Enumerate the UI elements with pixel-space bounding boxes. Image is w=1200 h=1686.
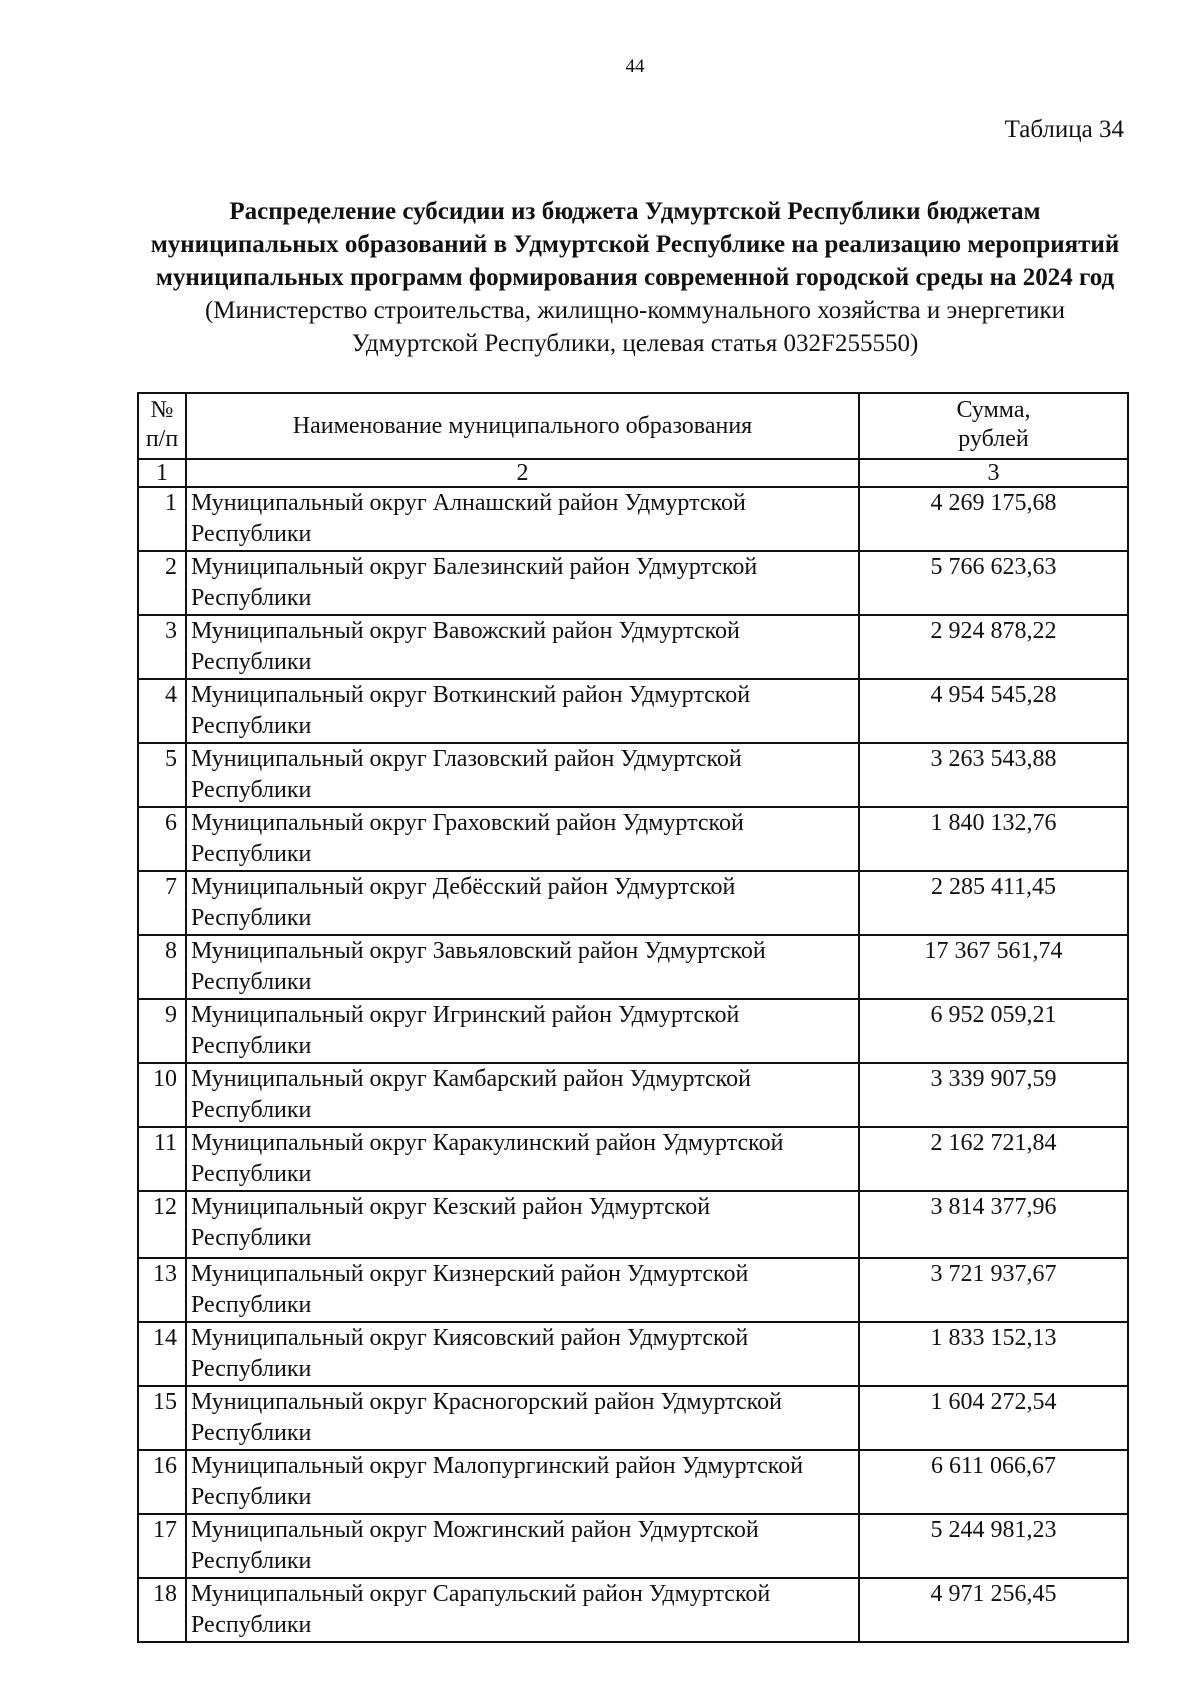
row-number: 9 bbox=[138, 999, 186, 1063]
row-name-line1: Муниципальный округ Красногорский район Удмуртской bbox=[191, 1389, 782, 1415]
row-municipality-name bbox=[186, 1578, 859, 1642]
table-row bbox=[138, 1386, 1128, 1450]
row-municipality-name bbox=[186, 551, 859, 615]
row-name-line1: Муниципальный округ Камбарский район Удмуртской bbox=[191, 1066, 751, 1092]
row-number: 7 bbox=[138, 871, 186, 935]
row-name-line2: Республики bbox=[191, 521, 312, 547]
row-sum: 1 604 272,54 bbox=[859, 1386, 1128, 1450]
table-row bbox=[138, 743, 1128, 807]
row-number: 14 bbox=[138, 1322, 186, 1386]
row-municipality-name bbox=[186, 1450, 859, 1514]
row-municipality-name bbox=[186, 1514, 859, 1578]
row-sum: 1 833 152,13 bbox=[859, 1322, 1128, 1386]
row-number: 16 bbox=[138, 1450, 186, 1514]
row-number: 8 bbox=[138, 935, 186, 999]
row-municipality-name bbox=[186, 743, 859, 807]
row-sum: 4 971 256,45 bbox=[859, 1578, 1128, 1642]
table-row bbox=[138, 1322, 1128, 1386]
table-row bbox=[138, 551, 1128, 615]
row-number: 12 bbox=[138, 1191, 186, 1258]
row-name-line2: Республики bbox=[191, 1548, 312, 1574]
row-sum: 3 814 377,96 bbox=[859, 1191, 1128, 1258]
table-row bbox=[138, 1191, 1128, 1258]
row-municipality-name bbox=[186, 1063, 859, 1127]
row-name-line2: Республики bbox=[191, 1292, 312, 1318]
row-municipality-name bbox=[186, 1258, 859, 1322]
row-name-line2: Республики bbox=[191, 1420, 312, 1446]
header-number-cell bbox=[138, 393, 186, 459]
row-name-line2: Республики bbox=[191, 1097, 312, 1123]
row-name-line2: Республики bbox=[191, 1225, 312, 1251]
row-number: 18 bbox=[138, 1578, 186, 1642]
row-name-line1: Муниципальный округ Малопургинский район Удмуртской bbox=[191, 1453, 804, 1479]
header-sum-cell bbox=[859, 393, 1128, 459]
header-sum-line1: Сумма, bbox=[956, 397, 1031, 423]
row-sum: 6 611 066,67 bbox=[859, 1450, 1128, 1514]
row-name-line2: Республики bbox=[191, 969, 312, 995]
header-sum-line2: рублей bbox=[958, 426, 1029, 452]
row-name-line1: Муниципальный округ Воткинский район Удмуртской bbox=[191, 682, 751, 708]
row-name-line2: Республики bbox=[191, 1033, 312, 1059]
row-name-line1: Муниципальный округ Дебёсский район Удмуртской bbox=[191, 874, 736, 900]
row-municipality-name bbox=[186, 679, 859, 743]
row-name-line1: Муниципальный округ Кизнерский район Удмуртской bbox=[191, 1261, 749, 1287]
table-row bbox=[138, 1127, 1128, 1191]
row-name-line1: Муниципальный округ Граховский район Удмуртской bbox=[191, 810, 744, 836]
row-name-line1: Муниципальный округ Балезинский район Удмуртской bbox=[191, 554, 758, 580]
row-sum: 4 269 175,68 bbox=[859, 487, 1128, 551]
table-row bbox=[138, 999, 1128, 1063]
header-name-cell: Наименование муниципального образования bbox=[186, 393, 859, 459]
row-municipality-name bbox=[186, 935, 859, 999]
row-number: 3 bbox=[138, 615, 186, 679]
row-number: 4 bbox=[138, 679, 186, 743]
row-name-line1: Муниципальный округ Завьяловский район Удмуртской bbox=[191, 938, 766, 964]
column-index-2: 2 bbox=[186, 459, 859, 487]
column-index-3: 3 bbox=[859, 459, 1128, 487]
row-name-line1: Муниципальный округ Киясовский район Удмуртской bbox=[191, 1325, 749, 1351]
row-sum: 17 367 561,74 bbox=[859, 935, 1128, 999]
row-name-line1: Муниципальный округ Игринский район Удмуртской bbox=[191, 1002, 740, 1028]
table-label: Таблица 34 bbox=[1004, 116, 1124, 143]
table-row bbox=[138, 1258, 1128, 1322]
subsidy-table bbox=[137, 392, 1129, 1643]
row-name-line2: Республики bbox=[191, 777, 312, 803]
page-number: 44 bbox=[625, 56, 645, 77]
subtitle-line-2: Удмуртской Республики, целевая статья 032F255550) bbox=[351, 330, 919, 357]
row-number: 15 bbox=[138, 1386, 186, 1450]
row-number: 11 bbox=[138, 1127, 186, 1191]
table-row bbox=[138, 935, 1128, 999]
row-sum: 3 339 907,59 bbox=[859, 1063, 1128, 1127]
row-name-line1: Муниципальный округ Каракулинский район Удмуртской bbox=[191, 1130, 784, 1156]
row-name-line1: Муниципальный округ Можгинский район Удмуртской bbox=[191, 1517, 759, 1543]
row-number: 17 bbox=[138, 1514, 186, 1578]
row-municipality-name bbox=[186, 1322, 859, 1386]
table-row bbox=[138, 1514, 1128, 1578]
subtitle-line-1: (Министерство строительства, жилищно-коммунального хозяйства и энергетики bbox=[204, 297, 1066, 324]
row-name-line2: Республики bbox=[191, 649, 312, 675]
column-index-row bbox=[138, 459, 1128, 487]
row-number: 2 bbox=[138, 551, 186, 615]
row-sum: 2 162 721,84 bbox=[859, 1127, 1128, 1191]
row-sum: 4 954 545,28 bbox=[859, 679, 1128, 743]
row-sum: 6 952 059,21 bbox=[859, 999, 1128, 1063]
title-line-2: муниципальных образований в Удмуртской Республике на реализацию мероприятий bbox=[150, 231, 1120, 258]
row-number: 10 bbox=[138, 1063, 186, 1127]
row-number: 5 bbox=[138, 743, 186, 807]
row-municipality-name bbox=[186, 487, 859, 551]
row-name-line2: Республики bbox=[191, 585, 312, 611]
row-sum: 1 840 132,76 bbox=[859, 807, 1128, 871]
row-sum: 5 766 623,63 bbox=[859, 551, 1128, 615]
header-number-line2: п/п bbox=[145, 426, 179, 452]
row-sum: 2 924 878,22 bbox=[859, 615, 1128, 679]
row-name-line2: Республики bbox=[191, 905, 312, 931]
row-number: 13 bbox=[138, 1258, 186, 1322]
row-municipality-name bbox=[186, 1386, 859, 1450]
table-row bbox=[138, 1450, 1128, 1514]
row-name-line1: Муниципальный округ Кезский район Удмуртской bbox=[191, 1194, 711, 1220]
table-row bbox=[138, 807, 1128, 871]
table-row bbox=[138, 487, 1128, 551]
row-name-line2: Республики bbox=[191, 1612, 312, 1638]
table-row bbox=[138, 871, 1128, 935]
row-name-line1: Муниципальный округ Глазовский район Удмуртской bbox=[191, 746, 742, 772]
header-number-line1: № bbox=[150, 397, 174, 423]
row-name-line1: Муниципальный округ Сарапульский район Удмуртской bbox=[191, 1581, 771, 1607]
row-municipality-name bbox=[186, 999, 859, 1063]
row-sum: 3 263 543,88 bbox=[859, 743, 1128, 807]
row-name-line2: Республики bbox=[191, 1161, 312, 1187]
table-row bbox=[138, 1578, 1128, 1642]
row-municipality-name bbox=[186, 1191, 859, 1258]
row-name-line2: Республики bbox=[191, 713, 312, 739]
row-municipality-name bbox=[186, 1127, 859, 1191]
column-index-1: 1 bbox=[138, 459, 186, 487]
row-sum: 5 244 981,23 bbox=[859, 1514, 1128, 1578]
row-name-line1: Муниципальный округ Вавожский район Удмуртской bbox=[191, 618, 740, 644]
row-sum: 2 285 411,45 bbox=[859, 871, 1128, 935]
row-number: 6 bbox=[138, 807, 186, 871]
table-header-row bbox=[138, 393, 1128, 459]
title-line-3: муниципальных программ формирования современной городской среды на 2024 год bbox=[155, 264, 1115, 291]
row-sum: 3 721 937,67 bbox=[859, 1258, 1128, 1322]
row-municipality-name bbox=[186, 807, 859, 871]
table-row bbox=[138, 679, 1128, 743]
row-municipality-name bbox=[186, 615, 859, 679]
document-heading bbox=[120, 195, 1150, 360]
table-row bbox=[138, 1063, 1128, 1127]
row-name-line2: Республики bbox=[191, 841, 312, 867]
row-municipality-name bbox=[186, 871, 859, 935]
row-name-line2: Республики bbox=[191, 1356, 312, 1382]
table-row bbox=[138, 615, 1128, 679]
row-number: 1 bbox=[138, 487, 186, 551]
row-name-line2: Республики bbox=[191, 1484, 312, 1510]
row-name-line1: Муниципальный округ Алнашский район Удмуртской bbox=[191, 490, 746, 516]
title-line-1: Распределение субсидии из бюджета Удмуртской Республики бюджетам bbox=[229, 198, 1041, 225]
